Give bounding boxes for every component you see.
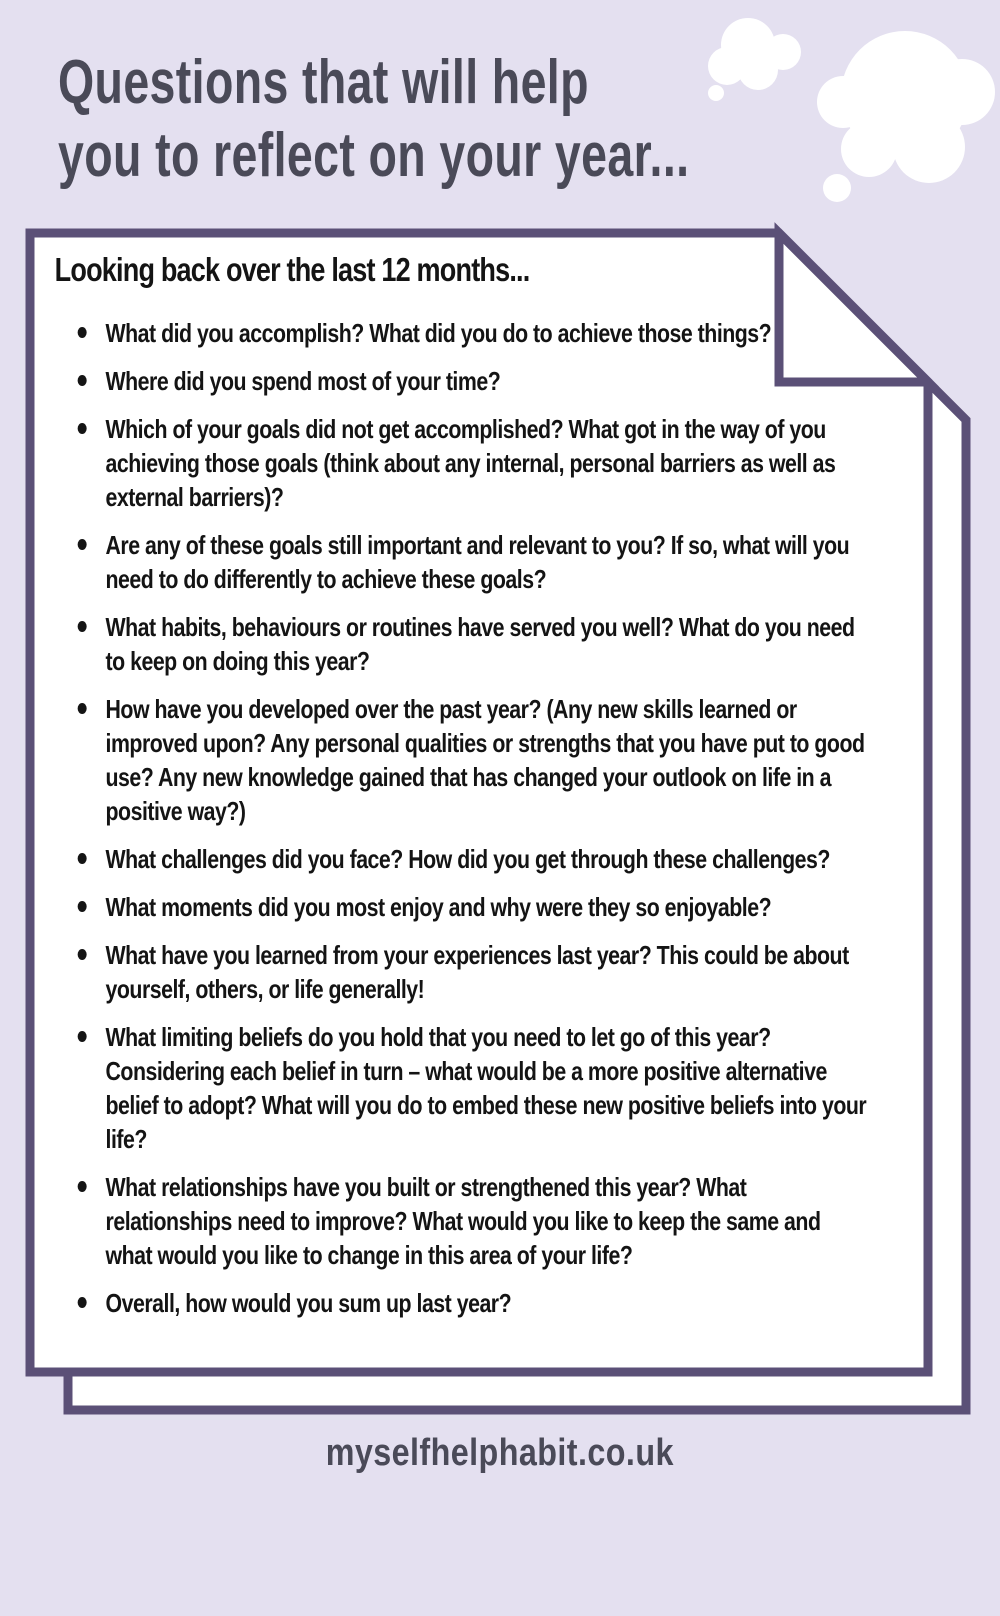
bullet-icon: [78, 1031, 87, 1042]
site-footer: [0, 1432, 1000, 1475]
question-text: Overall, how would you sum up last year?: [105, 1288, 512, 1318]
question-item: [73, 1170, 872, 1272]
card-heading: Looking back over the last 12 months...: [54, 251, 530, 288]
question-text: Which of your goals did not get accomplished? What got in the way of you achieving those goals (think about any internal, personal barriers as well as external barriers)?: [105, 414, 836, 512]
question-text: What did you accomplish? What did you do to achieve those things?: [105, 318, 772, 348]
bullet-icon: [78, 327, 87, 338]
bullet-icon: [78, 949, 87, 960]
question-text: What habits, behaviours or routines have served you well? What do you need to keep on doing this year?: [105, 612, 855, 676]
question-text: What limiting beliefs do you hold that you need to let go of this year? Considering each belief in turn – what would be a more positive alternative belief to adopt? What will you do to embed these new positive beliefs into your life?: [105, 1022, 867, 1154]
question-item: [73, 938, 872, 1006]
question-text: Are any of these goals still important and relevant to you? If so, what will you need to do differently to achieve these goals?: [105, 530, 850, 594]
question-item: [73, 316, 872, 350]
question-item: [73, 1020, 872, 1156]
question-item: [73, 412, 872, 514]
question-text: How have you developed over the past year? (Any new skills learned or improved upon? Any personal qualities or strengths that you have put to good use? Any new knowledge gained that has changed your outlook on life in a positive way?): [105, 694, 865, 826]
question-item: [73, 528, 872, 596]
bullet-icon: [78, 853, 87, 864]
page-title-line1: Questions that will help: [58, 48, 589, 117]
bullet-icon: [78, 423, 87, 434]
question-text: What challenges did you face? How did you get through these challenges?: [105, 844, 830, 874]
website-url: myselfhelphabit.co.uk: [325, 1432, 675, 1474]
question-item: [73, 610, 872, 678]
question-item: [73, 842, 872, 876]
bullet-icon: [78, 1297, 87, 1308]
bullet-icon: [78, 1181, 87, 1192]
question-text: Where did you spend most of your time?: [105, 366, 501, 396]
question-text: What moments did you most enjoy and why were they so enjoyable?: [105, 892, 772, 922]
reflection-card: [35, 246, 896, 1616]
bullet-icon: [78, 621, 87, 632]
question-item: [73, 890, 872, 924]
bullet-icon: [78, 703, 87, 714]
question-item: [73, 364, 872, 398]
bullet-icon: [78, 539, 87, 550]
page-title-line2: you to reflect on your year...: [58, 121, 690, 190]
questions-list: [55, 316, 896, 1320]
question-text: What relationships have you built or strengthened this year? What relationships need to improve? What would you like to keep the same and what would you like to change in this area of your life?: [105, 1172, 821, 1270]
question-item: [73, 1286, 872, 1320]
bullet-icon: [78, 375, 87, 386]
question-item: [73, 692, 872, 828]
bullet-icon: [78, 901, 87, 912]
question-text: What have you learned from your experiences last year? This could be about yourself, others, or life generally!: [105, 940, 849, 1004]
